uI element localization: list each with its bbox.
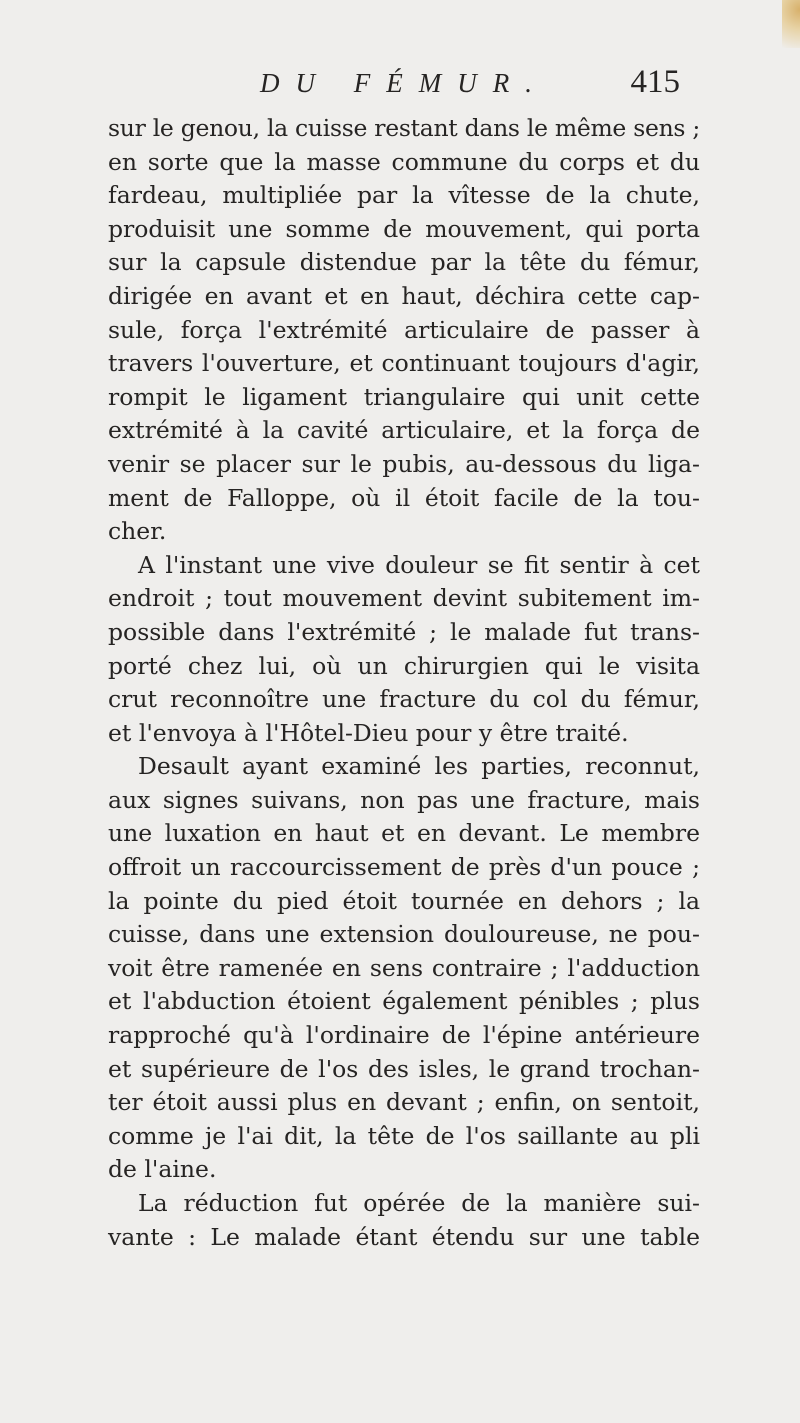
- text-line: rapproché qu'à l'ordinaire de l'épine antérieure: [108, 1021, 700, 1050]
- text-line: Desault ayant examiné les parties, reconnut,: [138, 752, 700, 781]
- text-line: porté chez lui, où un chirurgien qui le visita: [108, 651, 700, 680]
- text-line: comme je l'ai dit, la tête de l'os saillante au pli: [108, 1121, 700, 1150]
- running-head: [260, 62, 680, 112]
- text-line: une luxation en haut et en devant. Le membre: [108, 819, 700, 848]
- text-line: sule, força l'extrémité articulaire de passer à: [108, 315, 700, 344]
- text-line: crut reconnoître une fracture du col du fémur,: [108, 685, 700, 714]
- text-line: ment de Falloppe, où il étoit facile de la tou-: [108, 483, 700, 512]
- text-line: de l'aine.: [108, 1155, 217, 1184]
- text-line: rompit le ligament triangulaire qui unit cette: [108, 382, 700, 411]
- text-line: possible dans l'extrémité ; le malade fut trans-: [108, 617, 700, 646]
- text-line: venir se placer sur le pubis, au-dessous du liga-: [108, 449, 700, 478]
- text-line: dirigée en avant et en haut, déchira cette cap-: [108, 281, 700, 310]
- page-stain: [782, 0, 800, 48]
- text-line: offroit un raccourcissement de près d'un pouce ;: [108, 853, 700, 882]
- text-line: voit être ramenée en sens contraire ; l'adduction: [108, 953, 700, 982]
- paragraph-4: [108, 1187, 700, 1254]
- text-line: A l'instant une vive douleur se fit sentir à cet: [138, 550, 700, 579]
- text-line: travers l'ouverture, et continuant toujours d'agir,: [108, 349, 700, 378]
- text-line: aux signes suivans, non pas une fracture, mais: [108, 785, 700, 814]
- body-text: [108, 112, 700, 1254]
- text-line: endroit ; tout mouvement devint subitement im-: [108, 584, 700, 613]
- text-line: sur le genou, la cuisse restant dans le même sens ;: [108, 114, 700, 142]
- text-line: ter étoit aussi plus en devant ; enfin, on sentoit,: [108, 1088, 700, 1117]
- text-line: fardeau, multipliée par la vîtesse de la chute,: [108, 181, 700, 210]
- text-line: cuisse, dans une extension douloureuse, ne pou-: [108, 920, 700, 949]
- paragraph-1: [108, 112, 700, 549]
- text-line: produisit une somme de mouvement, qui porta: [108, 214, 700, 243]
- text-line: et l'abduction étoient également pénibles ; plus: [108, 987, 700, 1016]
- text-line: et supérieure de l'os des isles, le grand trochan-: [108, 1054, 700, 1083]
- paragraph-2: [108, 549, 700, 751]
- text-line: et l'envoya à l'Hôtel-Dieu pour y être traité.: [108, 718, 629, 747]
- running-head-title: DU FÉMUR.: [260, 68, 548, 98]
- text-line: sur la capsule distendue par la tête du fémur,: [108, 248, 700, 277]
- text-line: La réduction fut opérée de la manière sui-: [138, 1189, 700, 1217]
- paragraph-3: [108, 750, 700, 1187]
- page-number: 415: [630, 64, 680, 100]
- text-line: cher.: [108, 517, 167, 546]
- text-line: extrémité à la cavité articulaire, et la força de: [108, 416, 700, 445]
- text-line: la pointe du pied étoit tournée en dehors ; la: [108, 886, 700, 915]
- text-line: en sorte que la masse commune du corps et du: [108, 147, 700, 176]
- text-line: vante : Le malade étant étendu sur une table: [108, 1222, 700, 1251]
